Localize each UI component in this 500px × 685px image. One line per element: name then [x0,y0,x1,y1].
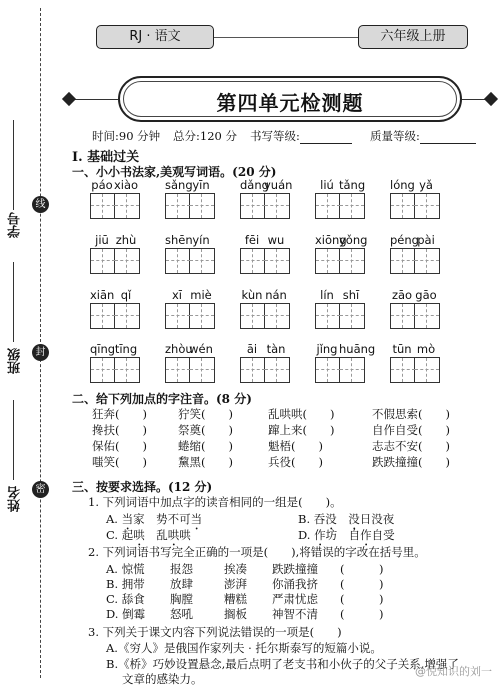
phonetic-item[interactable]: 狂奔( ) [92,407,147,421]
pinyin-syllable: huāng [339,342,376,356]
writing-grid[interactable] [165,193,215,219]
writing-cell[interactable] [391,194,415,218]
phonetic-item[interactable]: 自作自受( ) [372,423,450,437]
q3-1-option-d[interactable]: D. 作坊 自作自受 [298,528,395,542]
pinyin-syllable: shēn [165,233,193,247]
pinyin-syllable: kùn [241,288,263,302]
pinyin-syllable: yīn [192,178,210,192]
phonetic-item[interactable]: 兵役( ) [268,455,323,469]
writing-cell[interactable] [265,249,289,273]
pinyin-syllable: páo [91,178,113,192]
pinyin-syllable: miè [190,288,212,302]
writing-grid[interactable] [315,303,365,329]
option-word[interactable]: 神智不清 [272,607,318,621]
pinyin-syllable: yuán [264,178,293,192]
writing-grid[interactable] [90,357,140,383]
writing-cell[interactable] [316,249,340,273]
pinyin-syllable: tǎng [339,178,366,192]
grade-tag: 六年级上册 [358,25,468,49]
pinyin-syllable: péng [390,233,419,247]
option-word[interactable]: 严肃忧虑 [272,592,318,606]
pinyin-syllable: tūn [392,342,412,356]
writing-cell[interactable] [91,358,115,382]
correction-blank[interactable]: ( ) [340,592,384,606]
option-word[interactable]: 跌跌撞撞 [272,562,318,576]
option-word[interactable]: B. 拥带 [106,577,145,591]
writing-cell[interactable] [190,249,214,273]
writing-cell[interactable] [340,194,364,218]
q3-2-stem: 2. 下列词语书写完全正确的一项是( ),将错误的字改在括号里。 [88,545,426,559]
section-heading: Ⅰ. 基础过关 [72,150,140,165]
pinyin-syllable: fēi [244,233,260,247]
writing-cell[interactable] [340,249,364,273]
q3-3-stem: 3. 下列关于课文内容下列说法错误的一项是( ) [88,625,342,639]
banner-diamond-right [484,92,498,106]
class-label: 班级 [8,348,23,374]
option-word[interactable]: 胸膛 [170,592,193,606]
pinyin-syllable: qǐ [120,288,132,302]
correction-blank[interactable]: ( ) [340,607,384,621]
q1-title: 一、小小书法家,美观写词语。(20 分) [72,165,277,179]
phonetic-item[interactable]: 黧黑( ) [178,455,233,469]
option-word[interactable]: 放肆 [170,577,193,591]
writing-grade: 书写等级: [250,128,352,144]
writing-grid[interactable] [90,248,140,274]
pinyin-syllable: lóng [390,178,415,192]
writing-cell[interactable] [391,304,415,328]
writing-cell[interactable] [241,304,265,328]
pinyin-syllable: mò [416,342,436,356]
phonetic-item[interactable]: 保佑( ) [92,439,147,453]
writing-cell[interactable] [265,358,289,382]
q3-3-option-a[interactable]: A.《穷人》是俄国作家列夫 · 托尔斯泰写的短篇小说。 [106,641,382,655]
pinyin-syllable: xiào [114,178,139,192]
writing-cell[interactable] [391,249,415,273]
writing-grid[interactable] [90,303,140,329]
time-info: 时间:90 分钟 [92,129,161,143]
pinyin-syllable: jiū [95,233,109,247]
writing-cell[interactable] [115,249,139,273]
writing-cell[interactable] [415,249,439,273]
writing-cell[interactable] [241,358,265,382]
pinyin-syllable: yǎ [419,178,433,192]
banner-rule-left [70,99,118,100]
phonetic-item[interactable]: 志志不安( ) [372,439,450,453]
phonetic-item[interactable]: 乱哄哄( ) [268,407,335,421]
title-banner [118,76,462,122]
writing-cell[interactable] [115,358,139,382]
phonetic-item[interactable]: 跌跌撞撞( ) [372,455,450,469]
pinyin-syllable: āi [246,342,258,356]
phonetic-item[interactable]: 祭奠( ) [178,423,233,437]
pinyin-syllable: lín [320,288,334,302]
writing-cell[interactable] [265,194,289,218]
quality-grade-blank[interactable] [420,132,476,144]
writing-cell[interactable] [190,358,214,382]
pinyin-syllable: zāo [391,288,413,302]
pinyin-syllable: sǎng [165,178,193,192]
binding-strip [0,0,60,685]
q3-1-option-a[interactable]: A. 当家 势不可当 [106,512,203,526]
q3-1-stem: 1. 下列词语中加点字的读音相同的一组是( )。 [88,495,342,509]
phonetic-item[interactable]: 搀扶( ) [92,423,147,437]
writing-grid[interactable] [390,303,440,329]
pinyin-syllable: yín [192,233,210,247]
option-word[interactable]: D. 倒霉 [106,607,146,621]
pinyin-syllable: liú [320,178,334,192]
option-word[interactable]: 搁板 [224,607,247,621]
writing-cell[interactable] [166,249,190,273]
q3-3-option-b[interactable]: B.《桥》巧妙设置悬念,最后点明了老支书和小伙子的父子关系,增强了 [106,657,459,671]
score-info: 总分:120 分 [173,129,237,143]
name-line [13,400,14,480]
writing-cell[interactable] [340,304,364,328]
writing-cell[interactable] [190,304,214,328]
pinyin-syllable: xī [171,288,182,302]
pinyin-syllable: qīng [90,342,116,356]
q3-1-option-c[interactable]: C. 起哄 乱哄哄 [106,528,191,542]
writing-grid[interactable] [315,248,365,274]
pinyin-syllable: xiōng [315,233,347,247]
watermark: @悦知识的刘一 [415,665,492,678]
q3-1-option-b[interactable]: B. 吞没 没日没夜 [298,512,395,526]
writing-grid[interactable] [315,357,365,383]
writing-grid[interactable] [240,303,290,329]
writing-cell[interactable] [91,194,115,218]
pinyin-syllable: wu [267,233,285,247]
option-word[interactable]: 澎湃 [224,577,247,591]
correction-blank[interactable]: ( ) [340,577,384,591]
phonetic-item[interactable]: 不假思索( ) [372,407,450,421]
class-line [13,262,14,342]
writing-cell[interactable] [241,194,265,218]
writing-cell[interactable] [316,194,340,218]
writing-cell[interactable] [391,358,415,382]
writing-grid[interactable] [90,193,140,219]
writing-cell[interactable] [166,304,190,328]
pinyin-syllable: gāo [415,288,437,302]
writing-cell[interactable] [415,304,439,328]
option-word[interactable]: 报怨 [170,562,193,576]
writing-grid[interactable] [390,248,440,274]
writing-cell[interactable] [91,249,115,273]
writing-grade-blank[interactable] [300,132,352,144]
writing-cell[interactable] [166,358,190,382]
q2-title: 二、给下列加点的字注音。(8 分) [72,392,252,406]
writing-cell[interactable] [265,304,289,328]
phonetic-item[interactable]: 魁梧( ) [268,439,323,453]
correction-blank[interactable]: ( ) [340,562,384,576]
writing-cell[interactable] [115,304,139,328]
writing-grid[interactable] [240,193,290,219]
writing-grid[interactable] [165,248,215,274]
subject-tag: RJ · 语文 [96,25,214,49]
name-label: 姓名 [8,486,23,512]
banner-diamond-left [62,92,76,106]
option-word[interactable]: C. 舔食 [106,592,145,606]
writing-cell[interactable] [241,249,265,273]
writing-grid[interactable] [390,193,440,219]
seal-line-mark: 线 [32,196,49,213]
writing-grid[interactable] [240,357,290,383]
student-id-label: 学号 [8,212,23,238]
writing-cell[interactable] [190,194,214,218]
pinyin-syllable: nán [265,288,287,302]
pinyin-syllable: pài [417,233,435,247]
pinyin-syllable: tàn [266,342,286,356]
writing-grid[interactable] [240,248,290,274]
student-id-line [13,120,14,210]
option-word[interactable]: 糟糕 [224,592,247,606]
writing-cell[interactable] [415,194,439,218]
writing-cell[interactable] [316,304,340,328]
writing-grid[interactable] [390,357,440,383]
writing-grid[interactable] [165,303,215,329]
option-word[interactable]: 挨凑 [224,562,247,576]
pinyin-syllable: xiān [90,288,115,302]
phonetic-item[interactable]: 嗤笑( ) [92,455,147,469]
pinyin-syllable: shī [342,288,360,302]
pinyin-syllable: wén [189,342,213,356]
option-word[interactable]: 你涌我挤 [272,577,318,591]
cut-line [40,8,41,678]
pinyin-syllable: tīng [114,342,138,356]
seal-seal-mark: 封 [32,344,49,361]
pinyin-syllable: zhù [115,233,137,247]
page-title: 第四单元检测题 [216,91,364,115]
phonetic-item[interactable]: 蜷缩( ) [178,439,233,453]
writing-grid[interactable] [315,193,365,219]
pinyin-syllable: yǒng [339,233,368,247]
seal-secret-mark: 密 [32,481,49,498]
phonetic-item[interactable]: 蹿上来( ) [268,423,335,437]
option-word[interactable]: 怒吼 [170,607,193,621]
phonetic-item[interactable]: 狞笑( ) [178,407,233,421]
quality-grade: 质量等级: [370,128,476,144]
writing-cell[interactable] [415,358,439,382]
writing-cell[interactable] [316,358,340,382]
writing-cell[interactable] [166,194,190,218]
q3-title: 三、按要求选择。(12 分) [72,480,213,494]
option-word[interactable]: A. 惊慌 [106,562,145,576]
writing-cell[interactable] [115,194,139,218]
writing-cell[interactable] [340,358,364,382]
pinyin-syllable: jǐng [316,342,338,356]
writing-grid[interactable] [165,357,215,383]
q3-3-option-b-cont: 文章的感染力。 [122,672,203,685]
pinyin-syllable: zhòu [165,342,193,356]
writing-cell[interactable] [91,304,115,328]
header-rule [214,37,358,38]
pinyin-syllable: dǎng [240,178,269,192]
